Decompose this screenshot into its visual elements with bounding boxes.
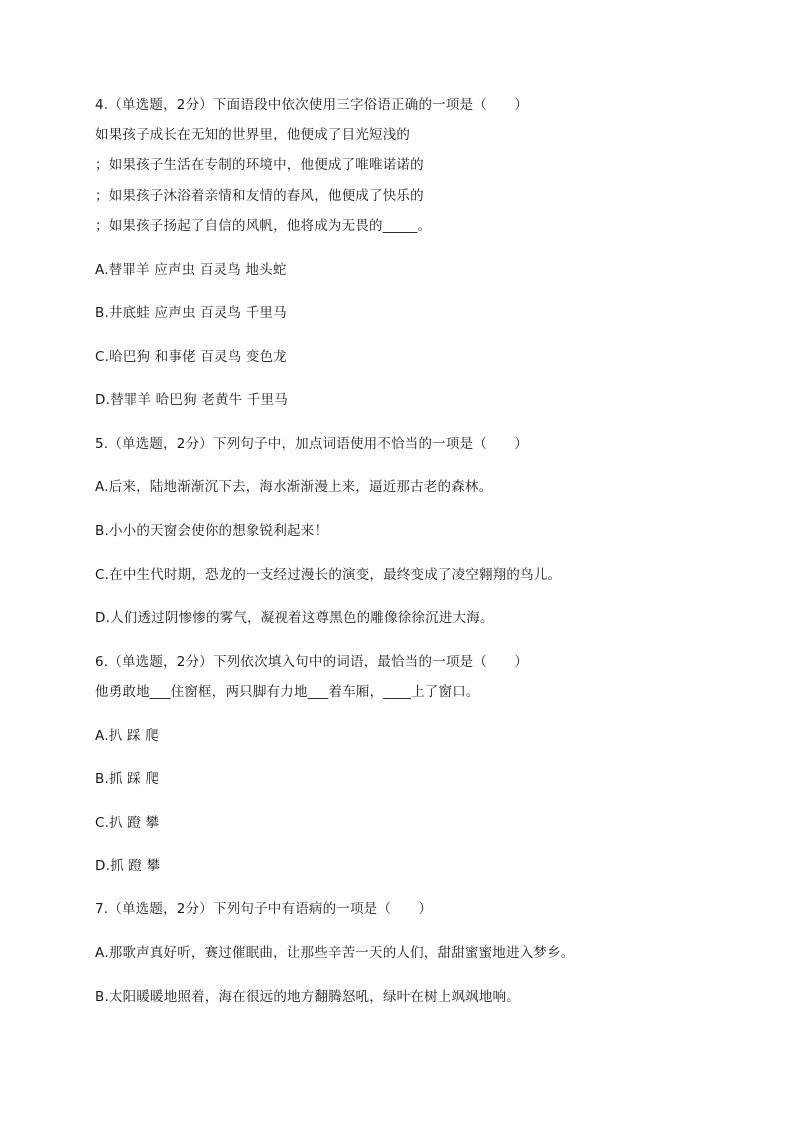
question-5-option-c[interactable]: C.在中生代时期，恐龙的一支经过漫长的演变，最终变成了凌空翱翔的鸟儿。 — [95, 567, 562, 583]
question-4-option-c[interactable]: C.哈巴狗 和事佬 百灵鸟 变色龙 — [95, 349, 287, 365]
question-5-option-b[interactable]: B.小小的天窗会使你的想象锐利起来！ — [95, 523, 329, 539]
question-5-option-d[interactable]: D.人们透过阴惨惨的雾气，凝视着这尊黑色的雕像徐徐沉进大海。 — [95, 610, 494, 626]
question-4-passage-line-4: ；如果孩子扬起了自信的风帆，他将成为无畏的_____。 — [95, 218, 432, 234]
question-4-passage-line-3: ；如果孩子沐浴着亲情和友情的春风，他便成了快乐的 — [95, 188, 424, 204]
question-6-option-c[interactable]: C.扒 蹬 攀 — [95, 815, 160, 831]
question-5-option-a[interactable]: A.后来，陆地渐渐沉下去，海水渐渐漫上来，逼近那古老的森林。 — [95, 479, 493, 495]
question-4-stem: 4.（单选题，2分）下面语段中依次使用三字俗语正确的一项是（ ） — [95, 97, 529, 113]
question-4-option-a[interactable]: A.替罪羊 应声虫 百灵鸟 地头蛇 — [95, 262, 287, 278]
question-6-passage-line-1: 他勇敢地___住窗框，两只脚有力地___着车厢，____上了窗口。 — [95, 684, 480, 700]
question-4-option-b[interactable]: B.井底蛙 应声虫 百灵鸟 千里马 — [95, 305, 287, 321]
question-7-option-b[interactable]: B.太阳暖暖地照着，海在很远的地方翻腾怒吼，绿叶在树上飒飒地响。 — [95, 989, 520, 1005]
question-4-option-d[interactable]: D.替罪羊 哈巴狗 老黄牛 千里马 — [95, 392, 288, 408]
question-4-passage-line-1: 如果孩子成长在无知的世界里，他便成了目光短浅的 — [95, 127, 411, 143]
question-6-stem: 6.（单选题，2分）下列依次填入句中的词语，最恰当的一项是（ ） — [95, 654, 529, 670]
question-6-option-b[interactable]: B.抓 踩 爬 — [95, 771, 160, 787]
question-6-option-a[interactable]: A.扒 踩 爬 — [95, 728, 159, 744]
question-7-stem: 7.（单选题，2分）下列句子中有语病的一项是（ ） — [95, 901, 433, 917]
question-6-option-d[interactable]: D.抓 蹬 攀 — [95, 858, 161, 874]
question-5-stem: 5.（单选题，2分）下列句子中，加点词语使用不恰当的一项是（ ） — [95, 436, 529, 452]
question-4-passage-line-2: ；如果孩子生活在专制的环境中，他便成了唯唯诺诺的 — [95, 157, 424, 173]
question-7-option-a[interactable]: A.那歌声真好听，赛过催眠曲，让那些辛苦一天的人们，甜甜蜜蜜地进入梦乡。 — [95, 945, 575, 961]
